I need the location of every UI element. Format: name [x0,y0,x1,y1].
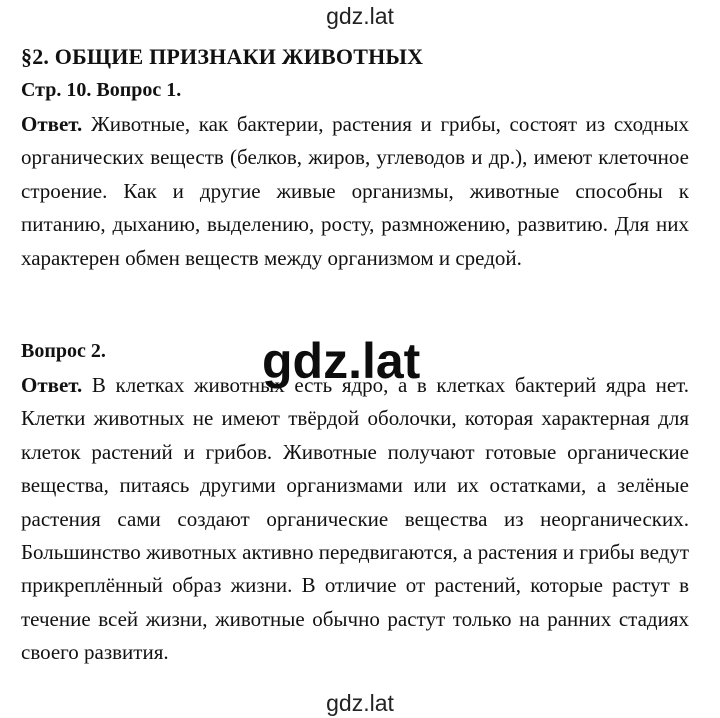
question-2-heading: Вопрос 2. [21,340,106,362]
watermark-bottom: gdz.lat [326,690,394,716]
section-title: §2. ОБЩИЕ ПРИЗНАКИ ЖИВОТНЫХ [21,44,424,69]
answer-text: В клетках животных есть ядро, а в клетках бактерий ядра нет. Клетки животных не имеют твёрдой оболочки, которая характерная для клеток растений и грибов. Животные получают готовые органические вещества, питаясь другими организмами или их остатками, а зелёные растения сами создают органические вещества из неорганических. Большинство животных активно передвигаются, а растения и грибы ведут прикреплённый образ жизни. В отличие от растений, которые растут в течение всей жизни, животные обычно растут только на ранних стадиях своего развития. [21,373,690,665]
answer-text: Животные, как бактерии, растения и грибы, состоят из сходных органических веществ (белков, жиров, углеводов и др.), имеют клеточное строение. Как и другие живые организмы, животные способны к питанию, дыханию, выделению, росту, размножению, развитию. Для них характерен обмен веществ между организмом и средой. [21,112,690,270]
question-1-answer [21,108,689,275]
question-1-heading: Стр. 10. Вопрос 1. [21,79,182,101]
answer-label: Ответ. [21,373,83,397]
watermark-top: gdz.lat [326,3,394,29]
question-2-answer [21,369,689,670]
answer-label: Ответ. [21,112,83,136]
watermark-center: gdz.lat [262,333,421,389]
